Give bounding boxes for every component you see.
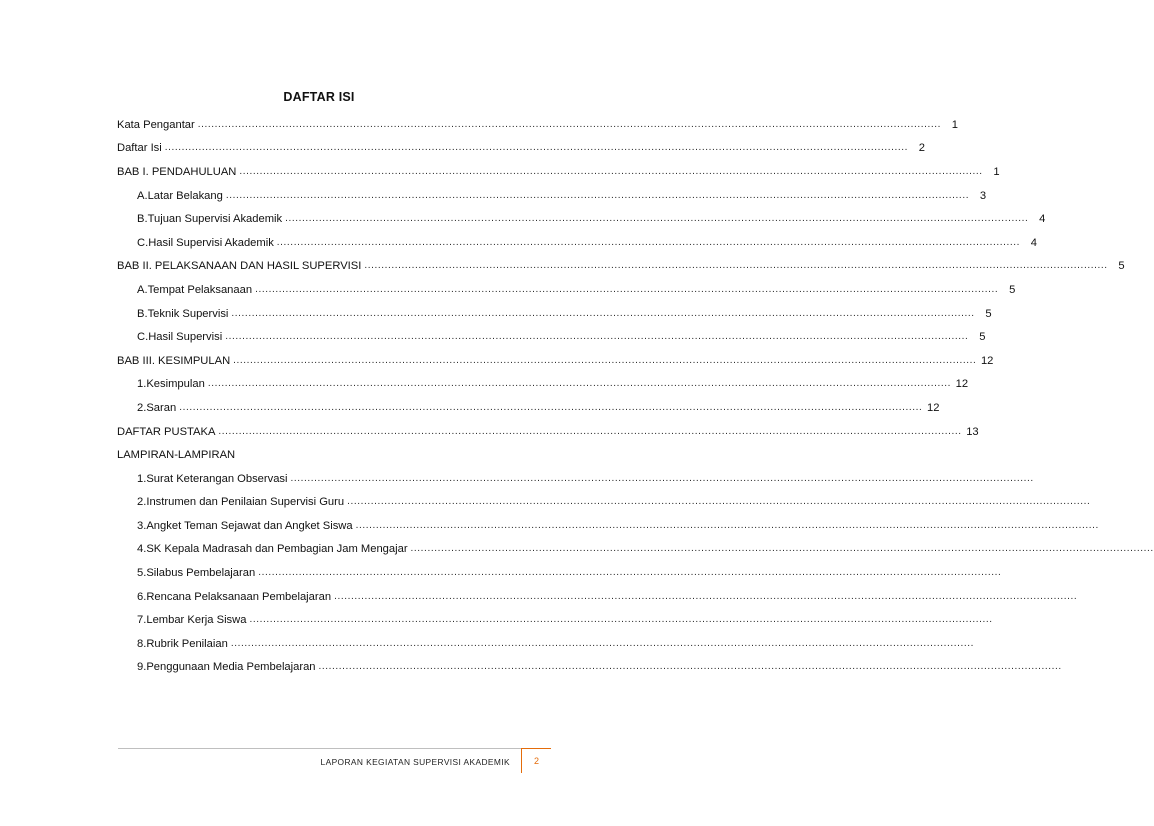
toc-entry-label: DAFTAR PUSTAKA bbox=[117, 425, 216, 438]
toc-entry-label: LAMPIRAN-LAMPIRAN bbox=[117, 449, 236, 462]
dot-leader: ............................................................................................................................................................................................................................ bbox=[207, 378, 952, 390]
toc-entry-number: A. bbox=[137, 283, 148, 296]
toc-entry-number: 5. bbox=[137, 567, 147, 580]
toc-entry-label: Latar Belakang bbox=[147, 189, 223, 202]
toc-entry-label: BAB I. PENDAHULUAN bbox=[117, 165, 237, 178]
toc-entry-label: Penggunaan Media Pembelajaran bbox=[146, 661, 316, 674]
toc-entry bbox=[117, 278, 1016, 302]
footer-title: LAPORAN KEGIATAN SUPERVISI AKADEMIK bbox=[320, 757, 510, 767]
toc-entry bbox=[117, 538, 1154, 562]
toc-entry-label: Daftar Isi bbox=[117, 142, 162, 155]
dot-leader: ............................................................................................................................................................................................................................ bbox=[233, 354, 977, 366]
dot-leader: ............................................................................................................................................................................................................................ bbox=[318, 661, 1062, 673]
dot-leader: ............................................................................................................................................................................................................................ bbox=[179, 401, 923, 413]
toc-entry-number: 9. bbox=[137, 661, 147, 674]
toc-entry-page: 13 bbox=[966, 425, 979, 438]
toc-entry-page: 12 bbox=[980, 354, 994, 367]
toc-entry-number: 2. bbox=[137, 496, 147, 509]
toc-entry-page: 4 bbox=[1030, 236, 1038, 249]
table-of-contents bbox=[117, 113, 1154, 679]
toc-entry bbox=[117, 302, 992, 326]
toc-entry bbox=[117, 491, 1091, 515]
toc-entry-page: 12 bbox=[926, 401, 940, 414]
dot-leader: ............................................................................................................................................................................................................................ bbox=[218, 425, 962, 437]
toc-entry bbox=[117, 373, 969, 397]
toc-entry bbox=[117, 514, 1099, 538]
toc-entry bbox=[117, 656, 1062, 680]
toc-entry bbox=[117, 160, 1000, 184]
toc-entry-label: Surat Keterangan Observasi bbox=[146, 472, 288, 485]
dot-leader: ............................................................................................................................................................................................................................ bbox=[334, 590, 1078, 602]
toc-entry-number: 6. bbox=[137, 590, 147, 603]
toc-entry-label: SK Kepala Madrasah dan Pembagian Jam Mengajar bbox=[146, 543, 408, 556]
toc-entry-label: Rubrik Penilaian bbox=[146, 637, 228, 650]
dot-leader: ............................................................................................................................................................................................................................ bbox=[230, 637, 975, 649]
toc-entry-label: Lembar Kerja Siswa bbox=[146, 614, 247, 627]
toc-entry-label: Tujuan Supervisi Akademik bbox=[147, 213, 283, 226]
dot-leader: ............................................................................................................................................................................................................................ bbox=[164, 142, 908, 154]
dot-leader: ............................................................................................................................................................................................................................ bbox=[249, 614, 993, 626]
toc-entry bbox=[117, 608, 993, 632]
toc-entry-label: Instrumen dan Penilaian Supervisi Guru bbox=[146, 496, 345, 509]
toc-entry bbox=[117, 207, 1046, 231]
toc-entry-label: BAB II. PELAKSANAAN DAN HASIL SUPERVISI bbox=[117, 260, 362, 273]
page-number: 2 bbox=[533, 755, 539, 766]
toc-entry-page: 5 bbox=[979, 331, 986, 344]
toc-entry-label: BAB III. KESIMPULAN bbox=[117, 354, 231, 367]
dot-leader: ............................................................................................................................................................................................................................ bbox=[355, 519, 1099, 531]
toc-entry-number: 8. bbox=[137, 637, 147, 650]
toc-entry-number: C. bbox=[137, 236, 149, 249]
toc-entry-label: Kesimpulan bbox=[146, 378, 205, 391]
toc-entry-page: 3 bbox=[979, 189, 987, 202]
toc-entry-page: 5 bbox=[1118, 260, 1125, 273]
toc-entry bbox=[117, 396, 940, 420]
dot-leader: ............................................................................................................................................................................................................................ bbox=[258, 567, 1002, 579]
toc-entry-label: Hasil Supervisi Akademik bbox=[148, 236, 274, 249]
toc-entry-label: Hasil Supervisi bbox=[148, 331, 223, 344]
toc-entry-number: 1. bbox=[137, 378, 147, 391]
toc-entry bbox=[117, 184, 987, 208]
dot-leader: ............................................................................................................................................................................................................................ bbox=[285, 213, 1029, 225]
toc-entry-number: 2. bbox=[137, 401, 147, 414]
dot-leader: ............................................................................................................................................................................................................................ bbox=[290, 472, 1034, 484]
toc-entry-number: 3. bbox=[137, 519, 147, 532]
toc-entry-page: 5 bbox=[1009, 283, 1016, 296]
footer-page-number bbox=[521, 748, 551, 773]
toc-entry-number: B. bbox=[137, 213, 148, 226]
toc-entry-label: Angket Teman Sejawat dan Angket Siswa bbox=[146, 519, 353, 532]
toc-entry bbox=[117, 325, 986, 349]
dot-leader: ............................................................................................................................................................................................................................ bbox=[364, 260, 1108, 272]
toc-entry-label: Teknik Supervisi bbox=[147, 307, 229, 320]
toc-entry bbox=[117, 255, 1125, 279]
toc-entry bbox=[117, 443, 547, 467]
toc-entry bbox=[117, 231, 1038, 255]
toc-entry-label: Tempat Pelaksanaan bbox=[147, 283, 253, 296]
toc-entry-number: 1. bbox=[137, 472, 147, 485]
toc-entry-number: 4. bbox=[137, 543, 147, 556]
dot-leader: ............................................................................................................................................................................................................................ bbox=[225, 331, 969, 343]
toc-entry-page: 2 bbox=[918, 142, 925, 155]
toc-entry bbox=[117, 113, 958, 137]
dot-leader: ............................................................................................................................................................................................................................ bbox=[255, 283, 999, 295]
toc-entry-label: Rencana Pelaksanaan Pembelajaran bbox=[146, 590, 332, 603]
toc-entry-label: Saran bbox=[146, 401, 177, 414]
dot-leader: ............................................................................................................................................................................................................................ bbox=[410, 543, 1154, 555]
toc-entry bbox=[117, 420, 979, 444]
toc-entry bbox=[117, 349, 994, 373]
dot-leader: ............................................................................................................................................................................................................................ bbox=[347, 496, 1091, 508]
footer-divider bbox=[118, 748, 521, 749]
toc-entry-label: Kata Pengantar bbox=[117, 118, 195, 131]
dot-leader: ............................................................................................................................................................................................................................ bbox=[197, 118, 941, 130]
toc-entry-number: A. bbox=[137, 189, 148, 202]
toc-entry-page: 1 bbox=[951, 118, 958, 131]
toc-entry-page: 12 bbox=[955, 378, 969, 391]
dot-leader: ............................................................................................................................................................................................................................ bbox=[225, 189, 970, 201]
toc-entry bbox=[117, 561, 1002, 585]
toc-entry-page: 5 bbox=[985, 307, 992, 320]
toc-entry-number: 7. bbox=[137, 614, 147, 627]
footer-box-top-border bbox=[522, 748, 551, 749]
toc-entry bbox=[117, 137, 925, 161]
toc-entry-page: 4 bbox=[1039, 213, 1046, 226]
toc-entry-number: C. bbox=[137, 331, 149, 344]
dot-leader: ............................................................................................................................................................................................................................ bbox=[239, 165, 983, 177]
dot-leader: ............................................................................................................................................................................................................................ bbox=[231, 307, 975, 319]
toc-entry bbox=[117, 585, 1078, 609]
toc-entry-label: Silabus Pembelajaran bbox=[146, 567, 256, 580]
toc-entry bbox=[117, 632, 975, 656]
toc-entry-number: B. bbox=[137, 307, 148, 320]
dot-leader: ............................................................................................................................................................................................................................ bbox=[276, 236, 1021, 248]
toc-entry-page: 1 bbox=[993, 165, 1000, 178]
toc-entry bbox=[117, 467, 1034, 491]
toc-title: DAFTAR ISI bbox=[283, 90, 355, 104]
